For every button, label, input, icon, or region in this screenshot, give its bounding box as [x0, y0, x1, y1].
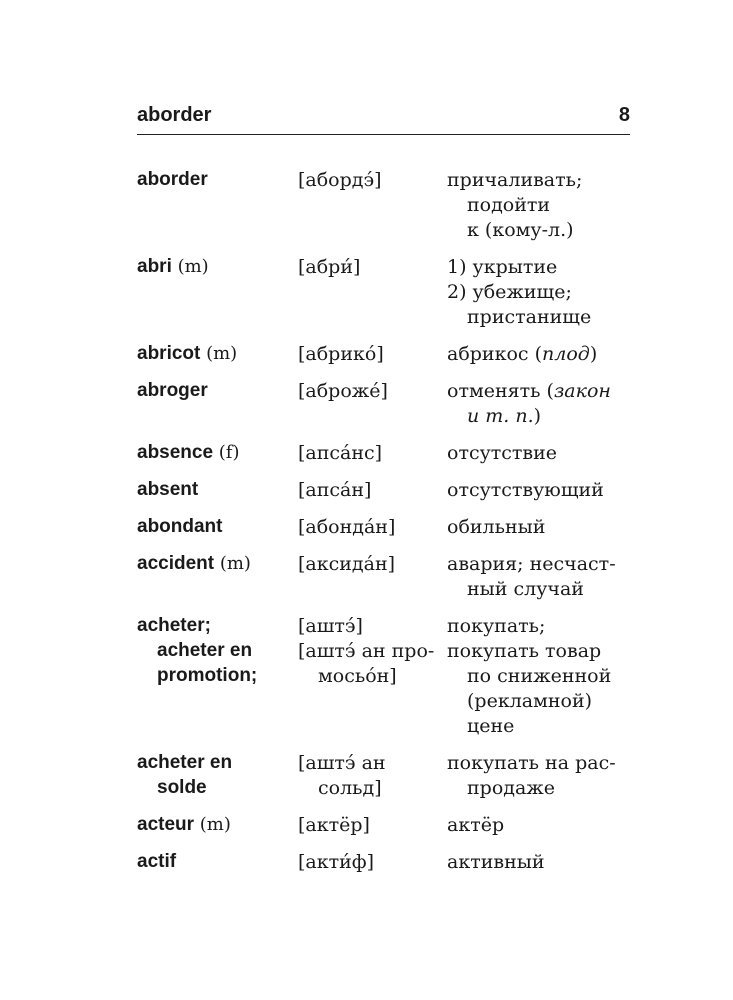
headword-line [137, 665, 298, 690]
headword-column [137, 553, 298, 603]
usage-note: плод [542, 343, 590, 365]
dictionary-entry [137, 343, 637, 368]
headword-line [137, 256, 298, 281]
dictionary-entry [137, 851, 637, 876]
translation-text: ) [589, 343, 598, 365]
headword-line [137, 553, 298, 578]
dictionary-entry [137, 553, 637, 603]
dictionary-entry [137, 615, 637, 740]
transcription-line [298, 380, 447, 405]
translation-line [447, 306, 637, 331]
translation-line [447, 715, 637, 740]
translation-text: подойти [467, 194, 551, 216]
translation-text: к (кому-л.) [467, 219, 574, 241]
transcription-line [298, 640, 447, 665]
translation-text: активный [447, 851, 545, 873]
translation-line [447, 640, 637, 665]
transcription-column [298, 380, 447, 430]
translation-column [447, 752, 637, 802]
translation-line [447, 777, 637, 802]
translation-line [447, 752, 637, 777]
transcription-line [298, 442, 447, 467]
dictionary-entry [137, 380, 637, 430]
gender-marker: (m) [194, 814, 231, 835]
headword-line [137, 777, 298, 802]
translation-line [447, 516, 637, 541]
translation-text: 1) укрытие [447, 256, 558, 278]
transcription-line [298, 553, 447, 578]
translation-text: (рекламной) [467, 690, 593, 712]
translation-text: покупать; [447, 615, 546, 637]
page-number: 8 [618, 104, 630, 126]
page-header [137, 104, 630, 135]
translation-column [447, 553, 637, 603]
transcription-line [298, 777, 447, 802]
translation-text: ) [533, 405, 542, 427]
translation-text: отсутствие [447, 442, 558, 464]
usage-note: закон [553, 380, 611, 402]
headword-text: accident [137, 553, 215, 574]
headword-line [137, 640, 298, 665]
translation-column [447, 343, 637, 368]
headword-text: actif [137, 851, 177, 872]
headword-column [137, 169, 298, 244]
translation-line [447, 343, 637, 368]
usage-note: и т. п. [467, 405, 534, 427]
transcription-column [298, 442, 447, 467]
headword-column [137, 752, 298, 802]
translation-line [447, 442, 637, 467]
translation-text: продаже [467, 777, 556, 799]
translation-column [447, 851, 637, 876]
gender-marker: (m) [171, 256, 209, 277]
transcription-text: [абрико́] [298, 343, 384, 365]
transcription-line [298, 256, 447, 281]
transcription-column [298, 851, 447, 876]
headword-line [137, 169, 298, 194]
translation-line [447, 578, 637, 603]
transcription-text: [аштэ́ ан [298, 752, 386, 774]
transcription-text: [абонда́н] [298, 516, 396, 538]
transcription-text: [апса́нс] [298, 442, 383, 464]
gender-marker: (m) [214, 553, 251, 574]
translation-line [447, 405, 637, 430]
gender-marker: (m) [200, 343, 238, 364]
translation-text: абрикос ( [447, 343, 542, 365]
transcription-text: сольд] [318, 777, 382, 799]
transcription-column [298, 479, 447, 504]
translation-line [447, 553, 637, 578]
translation-column [447, 442, 637, 467]
transcription-column [298, 814, 447, 839]
headword-text: solde [157, 777, 207, 798]
headword-line [137, 442, 298, 467]
translation-line [447, 194, 637, 219]
headword-text: absence [137, 442, 214, 463]
transcription-line [298, 516, 447, 541]
headword-line [137, 851, 298, 876]
translation-text: отменять ( [447, 380, 554, 402]
running-head: aborder [137, 104, 212, 126]
translation-line [447, 615, 637, 640]
headword-column [137, 615, 298, 740]
headword-column [137, 479, 298, 504]
headword-line [137, 615, 298, 640]
headword-column [137, 343, 298, 368]
transcription-column [298, 752, 447, 802]
entry-list [137, 169, 637, 888]
translation-line [447, 814, 637, 839]
translation-text: причаливать; [447, 169, 583, 191]
translation-line [447, 219, 637, 244]
dictionary-entry [137, 169, 637, 244]
transcription-column [298, 615, 447, 740]
transcription-line [298, 665, 447, 690]
headword-text: acheter; [137, 615, 211, 636]
translation-text: обильный [447, 516, 546, 538]
transcription-text: [актёр] [298, 814, 370, 836]
headword-line [137, 814, 298, 839]
dictionary-entry [137, 516, 637, 541]
translation-text: покупать на рас- [447, 752, 616, 774]
headword-text: acheter en [137, 752, 233, 773]
dictionary-entry [137, 256, 637, 331]
translation-column [447, 479, 637, 504]
headword-text: abri [137, 256, 172, 277]
dictionary-entry [137, 442, 637, 467]
translation-text: цене [467, 715, 515, 737]
headword-column [137, 442, 298, 467]
transcription-line [298, 752, 447, 777]
translation-column [447, 615, 637, 740]
transcription-line [298, 343, 447, 368]
gender-marker: (f) [213, 442, 240, 463]
translation-line [447, 256, 637, 281]
translation-column [447, 256, 637, 331]
transcription-line [298, 479, 447, 504]
translation-column [447, 169, 637, 244]
transcription-text: [аштэ́ ан про- [298, 640, 435, 662]
translation-column [447, 516, 637, 541]
transcription-text: мосьо́н] [318, 665, 397, 687]
headword-column [137, 851, 298, 876]
headword-column [137, 814, 298, 839]
headword-text: acheter en [157, 640, 253, 661]
headword-text: abricot [137, 343, 201, 364]
transcription-line [298, 851, 447, 876]
transcription-line [298, 169, 447, 194]
headword-line [137, 516, 298, 541]
transcription-text: [аксида́н] [298, 553, 396, 575]
headword-line [137, 380, 298, 405]
translation-text: покупать товар [447, 640, 602, 662]
translation-line [447, 851, 637, 876]
transcription-text: [аброже́] [298, 380, 388, 402]
headword-column [137, 380, 298, 430]
translation-text: актёр [447, 814, 505, 836]
translation-text: по сниженной [467, 665, 612, 687]
transcription-text: [апса́н] [298, 479, 372, 501]
transcription-text: [акти́ф] [298, 851, 375, 873]
translation-line [447, 479, 637, 504]
transcription-line [298, 814, 447, 839]
headword-text: promotion; [157, 665, 258, 686]
translation-text: ный случай [467, 578, 584, 600]
translation-text: отсутствующий [447, 479, 604, 501]
transcription-text: [абри́] [298, 256, 361, 278]
headword-column [137, 516, 298, 541]
headword-text: acteur [137, 814, 195, 835]
headword-line [137, 343, 298, 368]
translation-line [447, 281, 637, 306]
transcription-text: [аштэ́] [298, 615, 363, 637]
transcription-column [298, 516, 447, 541]
dictionary-entry [137, 479, 637, 504]
headword-text: abroger [137, 380, 208, 401]
translation-column [447, 380, 637, 430]
translation-column [447, 814, 637, 839]
dictionary-entry [137, 752, 637, 802]
translation-line [447, 690, 637, 715]
transcription-text: [абордэ́] [298, 169, 382, 191]
translation-line [447, 665, 637, 690]
transcription-column [298, 256, 447, 331]
translation-text: авария; несчаст- [447, 553, 616, 575]
transcription-column [298, 553, 447, 603]
headword-text: aborder [137, 169, 208, 190]
translation-text: пристанище [467, 306, 592, 328]
headword-text: absent [137, 479, 199, 500]
translation-line [447, 169, 637, 194]
translation-line [447, 380, 637, 405]
translation-text: 2) убежище; [447, 281, 572, 303]
transcription-column [298, 169, 447, 244]
transcription-line [298, 615, 447, 640]
transcription-column [298, 343, 447, 368]
headword-column [137, 256, 298, 331]
dictionary-entry [137, 814, 637, 839]
headword-text: abondant [137, 516, 223, 537]
headword-line [137, 479, 298, 504]
headword-line [137, 752, 298, 777]
